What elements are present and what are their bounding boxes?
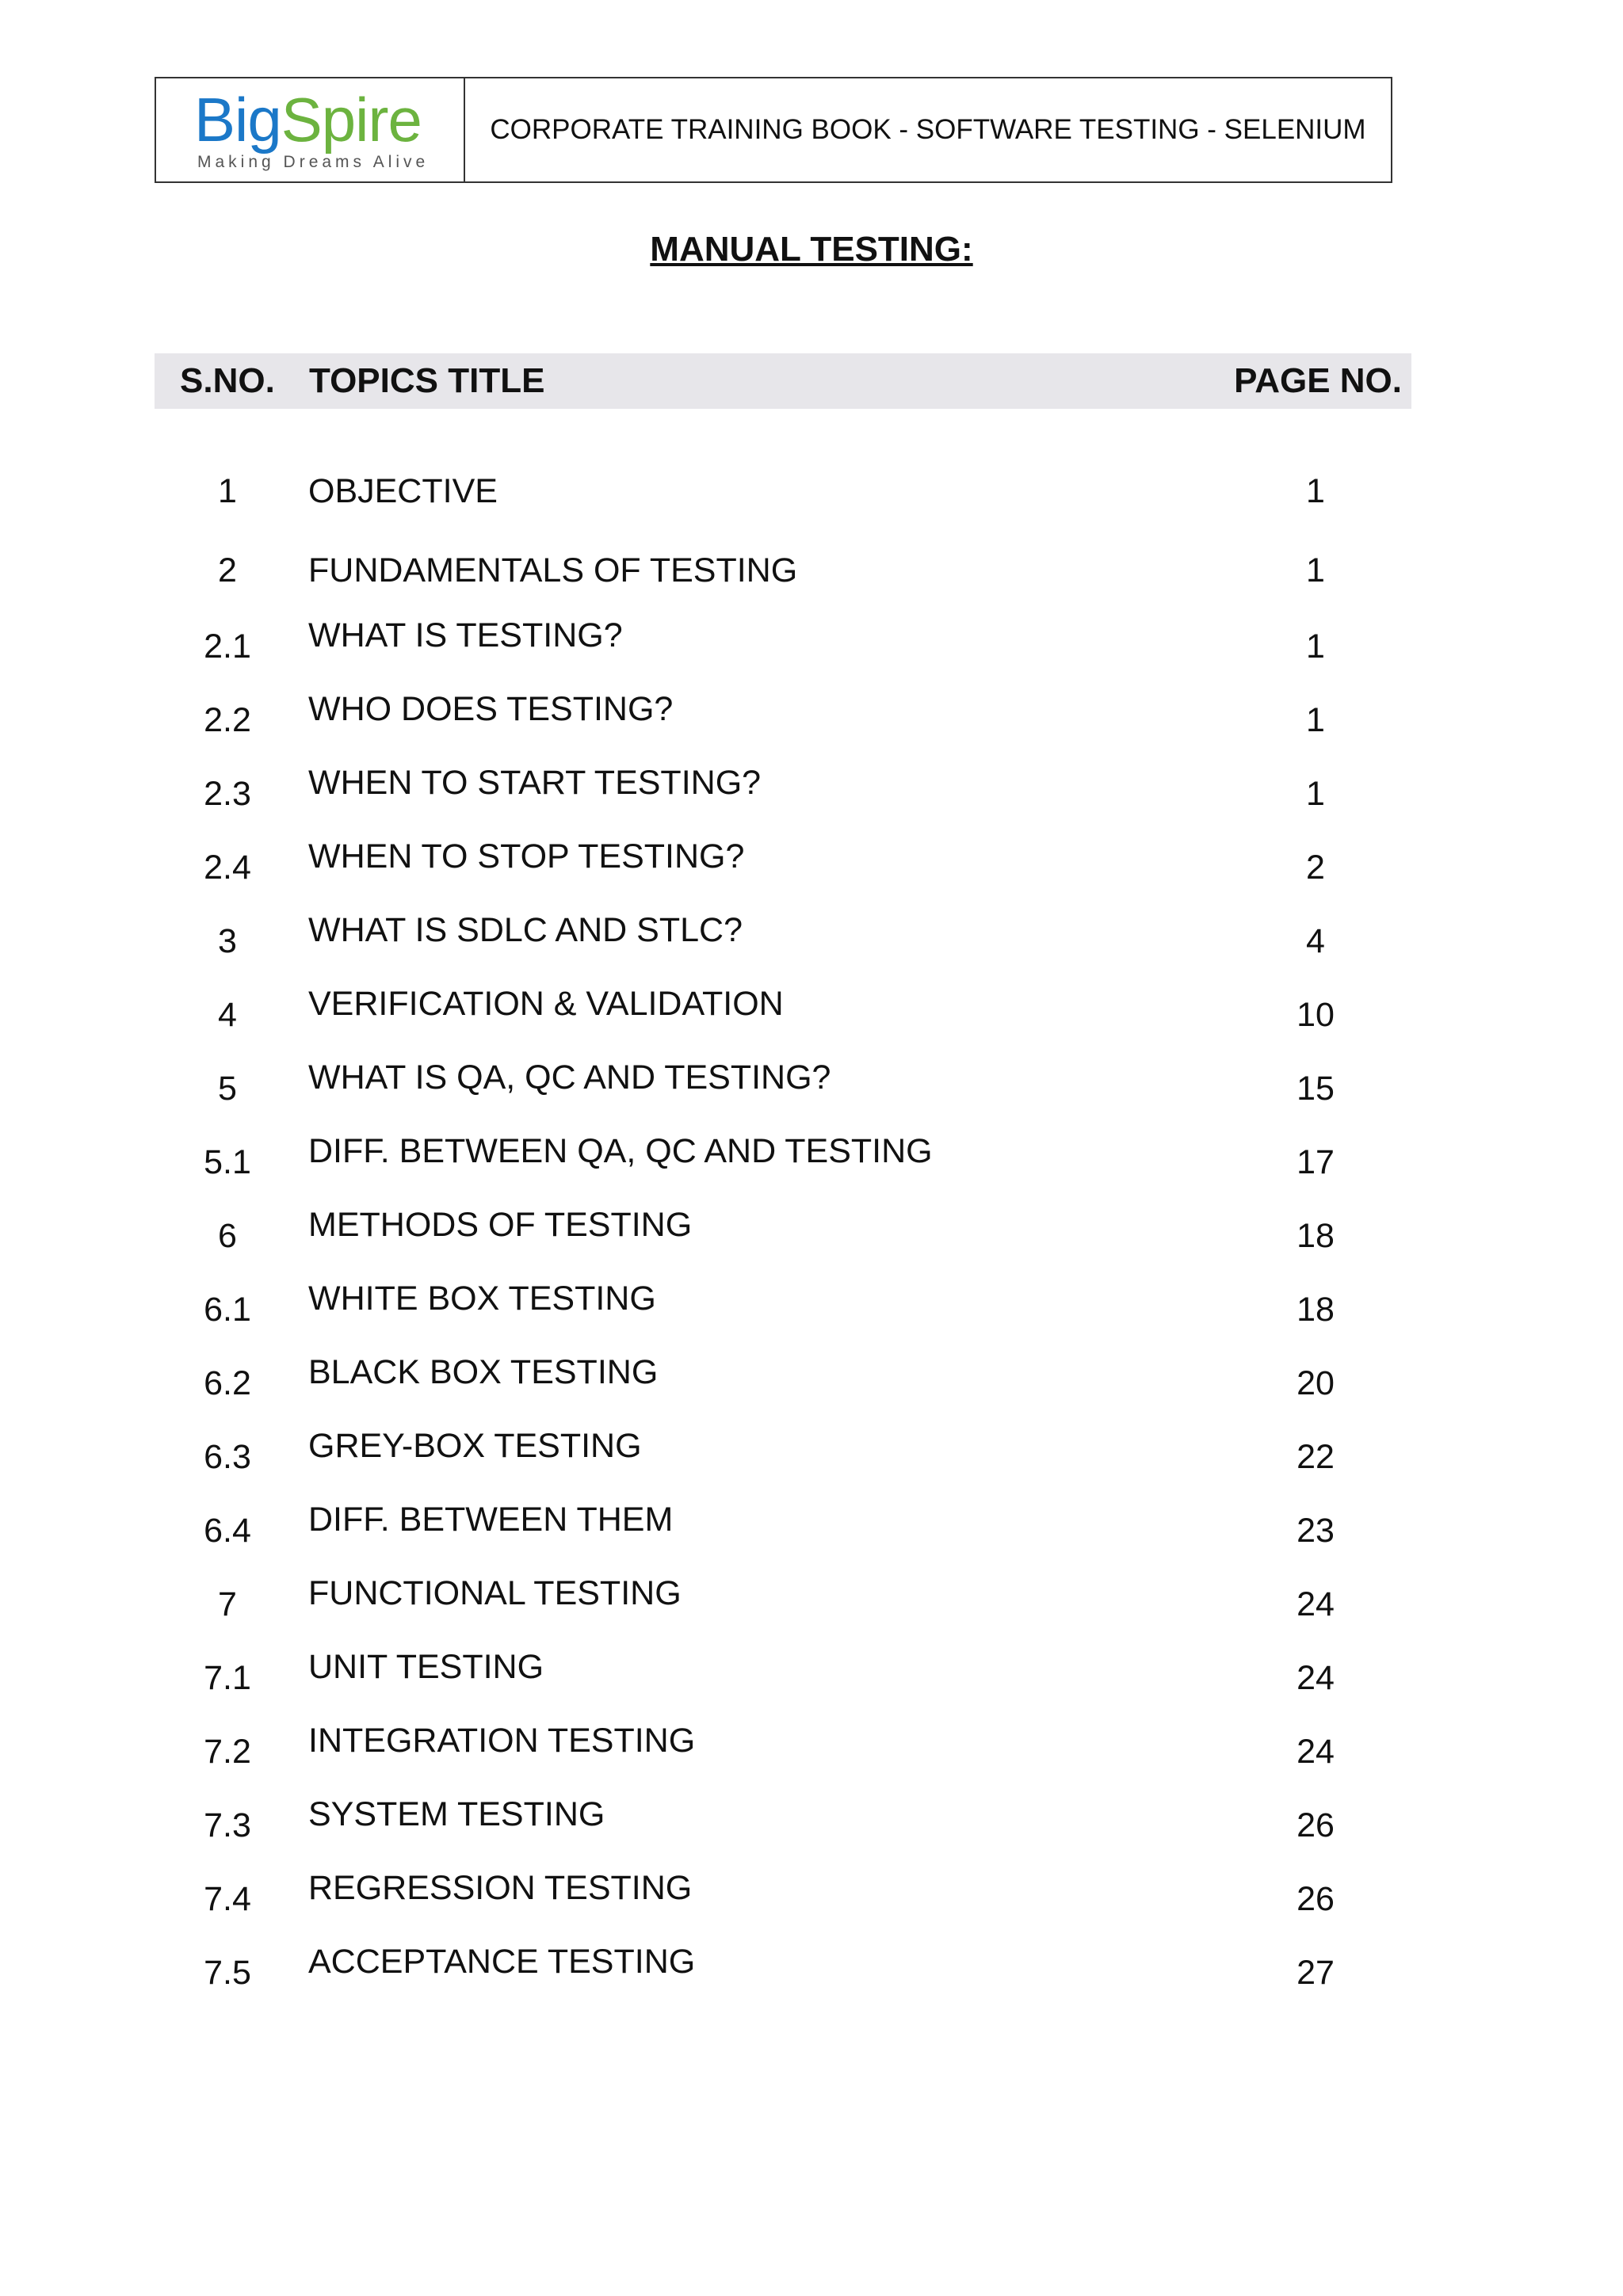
toc-row-page: 23: [1296, 1512, 1335, 1550]
toc-row-title: INTEGRATION TESTING: [308, 1722, 696, 1760]
toc-row: [0, 1501, 1623, 1548]
toc-row: [0, 1427, 1623, 1474]
toc-row-number: 5.1: [204, 1143, 251, 1181]
document-title: MANUAL TESTING:: [650, 230, 973, 269]
toc-row-title: REGRESSION TESTING: [308, 1869, 693, 1907]
toc-row: [0, 472, 1623, 520]
toc-row-number: 2.4: [204, 849, 251, 887]
toc-row-title: DIFF. BETWEEN QA, QC AND TESTING: [308, 1132, 933, 1170]
toc-row-title: FUNDAMENTALS OF TESTING: [308, 551, 798, 589]
toc-row-number: 1: [218, 472, 237, 510]
toc-row: [0, 1132, 1623, 1180]
toc-row-page: 1: [1306, 701, 1325, 739]
logo-text-big: Big: [194, 85, 281, 154]
toc-row-title: UNIT TESTING: [308, 1648, 544, 1686]
toc-row-page: 10: [1296, 996, 1335, 1034]
toc-row-title: SYSTEM TESTING: [308, 1795, 605, 1833]
document-header: [155, 77, 1392, 183]
logo-text-spire: Spire: [281, 85, 422, 154]
toc-row-number: 6.4: [204, 1512, 251, 1550]
toc-row-page: 26: [1296, 1806, 1335, 1844]
toc-row-title: DIFF. BETWEEN THEM: [308, 1501, 674, 1539]
toc-row-page: 18: [1296, 1217, 1335, 1255]
toc-row-title: WHEN TO STOP TESTING?: [308, 837, 745, 875]
toc-row-number: 6.1: [204, 1291, 251, 1329]
toc-row-page: 18: [1296, 1291, 1335, 1329]
toc-row: [0, 1943, 1623, 1990]
toc-row: [0, 837, 1623, 885]
column-header-page: PAGE NO.: [1234, 361, 1402, 400]
toc-row-title: OBJECTIVE: [308, 472, 498, 510]
toc-row-title: GREY-BOX TESTING: [308, 1427, 642, 1465]
toc-row-title: METHODS OF TESTING: [308, 1206, 693, 1244]
toc-row-title: VERIFICATION & VALIDATION: [308, 985, 784, 1023]
toc-row-title: WHAT IS SDLC AND STLC?: [308, 911, 743, 949]
toc-row-number: 7.2: [204, 1733, 251, 1771]
toc-row-page: 2: [1306, 849, 1325, 887]
toc-row-page: 24: [1296, 1585, 1335, 1623]
toc-row-page: 26: [1296, 1880, 1335, 1918]
toc-row: [0, 1869, 1623, 1917]
column-header-topic: TOPICS TITLE: [309, 361, 545, 400]
toc-row: [0, 764, 1623, 811]
toc-row-title: WHEN TO START TESTING?: [308, 764, 762, 802]
toc-row-page: 1: [1306, 627, 1325, 666]
toc-row-page: 1: [1306, 551, 1325, 589]
toc-row-page: 15: [1296, 1070, 1335, 1108]
logo-wordmark: [194, 83, 422, 158]
toc-row: [0, 1206, 1623, 1253]
toc-row: [0, 1722, 1623, 1769]
toc-row-title: WHAT IS TESTING?: [308, 616, 623, 654]
toc-row-title: FUNCTIONAL TESTING: [308, 1574, 682, 1612]
toc-row: [0, 1648, 1623, 1695]
toc-row-number: 6.3: [204, 1438, 251, 1476]
toc-row: [0, 1795, 1623, 1843]
toc-row: [0, 551, 1623, 599]
logo-tagline: Making Dreams Alive: [197, 153, 430, 171]
toc-row-page: 17: [1296, 1143, 1335, 1181]
toc-row-number: 2.2: [204, 701, 251, 739]
toc-row: [0, 985, 1623, 1032]
toc-row: [0, 1353, 1623, 1401]
toc-row: [0, 1574, 1623, 1622]
toc-row-page: 20: [1296, 1364, 1335, 1402]
toc-row-number: 2.1: [204, 627, 251, 666]
toc-row-number: 3: [218, 922, 237, 960]
toc-row-number: 7: [218, 1585, 237, 1623]
toc-row-number: 6.2: [204, 1364, 251, 1402]
toc-row-title: ACCEPTANCE TESTING: [308, 1943, 696, 1981]
company-logo: [156, 78, 465, 181]
toc-row-number: 7.3: [204, 1806, 251, 1844]
toc-row-number: 2.3: [204, 775, 251, 813]
toc-row-number: 2: [218, 551, 237, 589]
toc-row: [0, 1280, 1623, 1327]
toc-row: [0, 911, 1623, 959]
toc-table-header: [155, 353, 1411, 409]
toc-row-number: 7.4: [204, 1880, 251, 1918]
toc-row-title: WHAT IS QA, QC AND TESTING?: [308, 1058, 831, 1097]
toc-row: [0, 1058, 1623, 1106]
toc-row-page: 24: [1296, 1733, 1335, 1771]
toc-row-number: 7.1: [204, 1659, 251, 1697]
toc-row-page: 4: [1306, 922, 1325, 960]
toc-row-page: 27: [1296, 1954, 1335, 1992]
toc-row-page: 1: [1306, 472, 1325, 510]
toc-row-number: 4: [218, 996, 237, 1034]
toc-row: [0, 690, 1623, 738]
toc-row-title: BLACK BOX TESTING: [308, 1353, 659, 1391]
toc-row-title: WHITE BOX TESTING: [308, 1280, 656, 1318]
toc-row: [0, 616, 1623, 664]
toc-row-page: 24: [1296, 1659, 1335, 1697]
toc-row-title: WHO DOES TESTING?: [308, 690, 674, 728]
toc-row-page: 22: [1296, 1438, 1335, 1476]
toc-row-number: 7.5: [204, 1954, 251, 1992]
toc-row-number: 5: [218, 1070, 237, 1108]
column-header-sno: S.NO.: [180, 361, 275, 400]
toc-row-page: 1: [1306, 775, 1325, 813]
header-title: CORPORATE TRAINING BOOK - SOFTWARE TESTING - SELENIUM: [490, 114, 1366, 145]
toc-row-number: 6: [218, 1217, 237, 1255]
